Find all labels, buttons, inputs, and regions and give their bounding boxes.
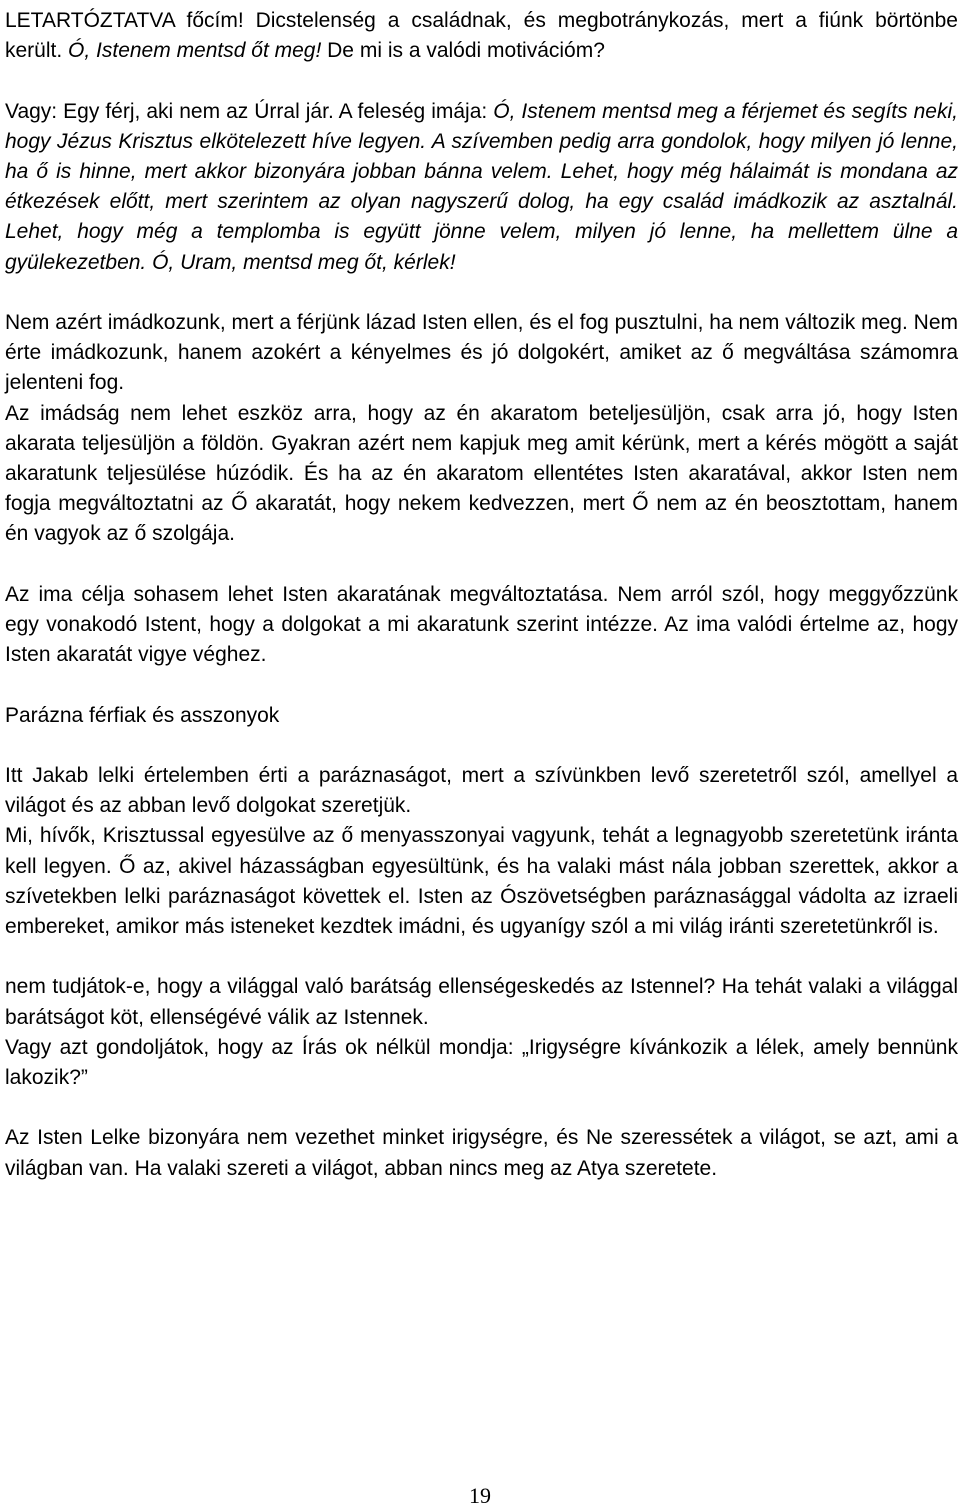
text-run: Itt Jakab lelki értelemben érti a paráznaságot, mert a szívünkben levő szeretetről szól, amellyel a világot és az abban levő dolgokat szeretjük. xyxy=(5,764,958,818)
text-run-italic: Ó, Istenem mentsd meg a férjemet és segíts neki, hogy Jézus Krisztus elkötelezett híve legyen. A szívemben pedig arra gondolok, hogy milyen jó lenne, ha ő is hinne, mert akkor bizonyára jobban bánna velem. xyxy=(5,99,958,183)
paragraph-wife-prayer xyxy=(5,97,958,278)
text-run: nem tudjátok-e, hogy a világgal való barátság ellenségeskedés az Istennel? Ha tehát valaki a világgal barátságot köt, ellenségévé válik az Istennek. xyxy=(5,975,958,1029)
text-run: Mi, hívők, Krisztussal egyesülve az ő menyasszonyai vagyunk, tehát a legnagyobb szeretetünk iránta kell legyen. Ő az, akivel házasságban egyesültünk, és ha valaki mást nála jobban szerettek, akkor a szívetekben lelki paráznaságot követtek el. Isten az Ószövetségben paráznasággal vádolta az izraeli embereket, amikor más isteneket kezdtek imádni, és ugyanígy szól a mi világ iránti szeretetünkről is. xyxy=(5,824,958,939)
page-number: 19 xyxy=(469,1483,491,1508)
paragraph-why-we-pray xyxy=(5,308,958,399)
text-run: Vagy azt gondoljátok, hogy az Írás ok nélkül mondja: „Irigységre kívánkozik a lélek, amely bennünk lakozik?” xyxy=(5,1035,958,1090)
text-run: Vagy: Egy férj, aki nem az Úrral jár. A feleség imája: xyxy=(5,99,494,123)
text-run: Nem azért imádkozunk, mert a férjünk lázad Isten ellen, és el fog pusztulni, ha nem változik meg. Nem érte imádkozunk, hanem azokért a kényelmes és jó dolgokért, amiket az ő megváltása számomra jelenteni fog. xyxy=(5,311,958,395)
text-run-italic: Ó, Istenem mentsd őt meg! xyxy=(68,39,328,63)
text-run: Parázna férfiak és asszonyok xyxy=(5,703,280,727)
section-heading xyxy=(5,701,958,731)
text-run: Az Isten Lelke bizonyára nem vezethet minket irigységre, és Ne szeressétek a világot, se azt, ami a világban van. Ha valaki szereti a világot, abban nincs meg az Atya szeretete. xyxy=(5,1126,958,1180)
document-page xyxy=(5,6,958,1184)
text-run-italic: Lehet, hogy még a templomba is együtt jönne velem, milyen jó lenne, ha mellettem ülne a gyülekezetben. Ó, Uram, mentsd meg őt, kérlek! xyxy=(5,220,958,274)
text-run: LETARTÓZTATVA főcím! Dicstelenség a családnak, és megbotránykozás, mert a fiúnk börtönbe került. xyxy=(5,9,958,63)
text-run: Az imádság nem lehet eszköz arra, hogy az én akaratom beteljesüljön, csak arra jó, hogy Isten akarata teljesüljön a földön. Gyakran azért nem kapjuk meg amit kérünk, mert a kérés mögött a saját akaratunk teljesülése húzódik. És ha az én akaratom ellentétes Isten akaratával, akkor Isten nem fogja megváltoztatni az Ő akaratát, hogy nekem kedvezzen, mert Ő nem az én beosztottam, hanem én vagyok az ő szolgája. xyxy=(5,401,958,546)
paragraph-love-of-father xyxy=(5,1123,958,1183)
paragraph-prayer-not-tool xyxy=(5,399,958,550)
paragraph-bride-of-christ xyxy=(5,821,958,942)
text-run-italic: Lehet, hogy még hálaimát is mondana az étkezések előtt, mert szerintem az olyan nagyszerű dolog, ha egy család imádkozik az asztalnál. xyxy=(5,160,959,214)
paragraph-spiritual-adultery xyxy=(5,761,958,821)
text-run: Az ima célja sohasem lehet Isten akaratának megváltoztatása. Nem arról szól, hogy meggyőzzünk egy vonakodó Istent, hogy a dolgokat a mi akaratunk szerint intézze. Az ima valódi értelme az, hogy Isten akaratát vigye véghez. xyxy=(5,582,958,667)
text-run: De mi is a valódi motivációm? xyxy=(327,39,605,63)
paragraph-arrested-headline xyxy=(5,6,958,66)
paragraph-friendship-with-world xyxy=(5,972,958,1032)
paragraph-prayer-purpose xyxy=(5,580,958,671)
paragraph-scripture-quote xyxy=(5,1033,958,1093)
